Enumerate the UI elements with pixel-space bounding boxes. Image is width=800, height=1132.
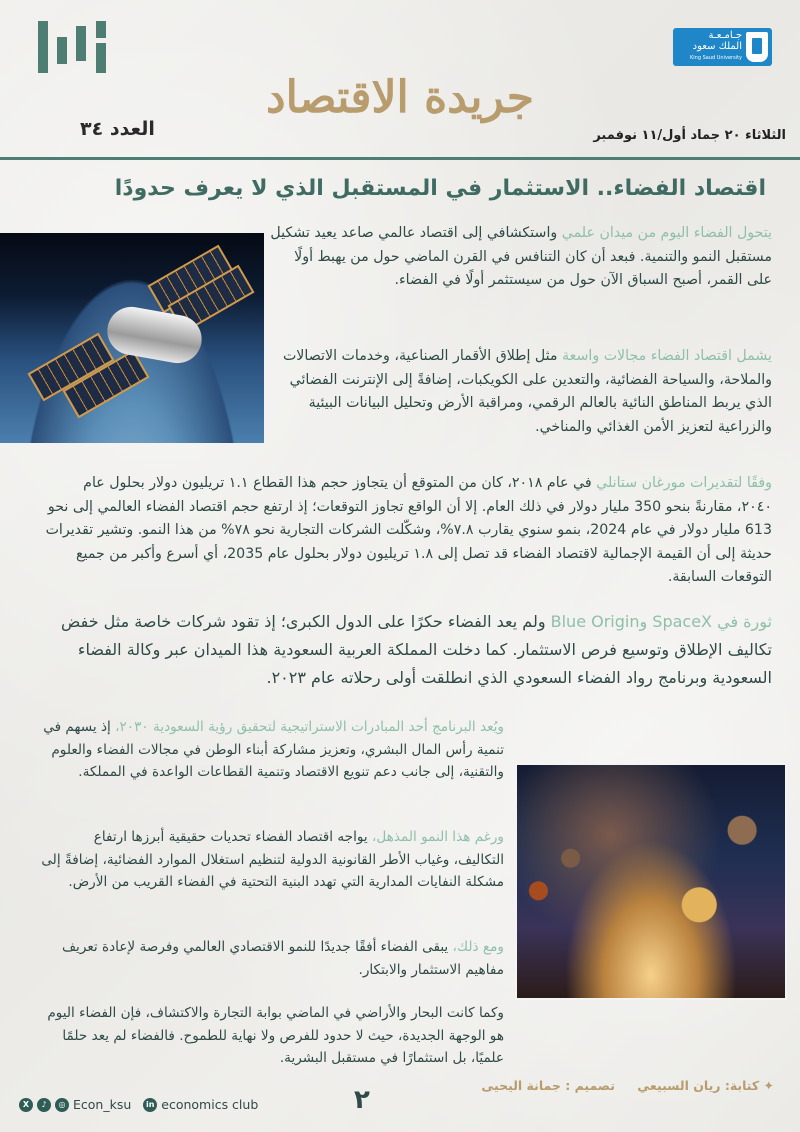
linkedin-icon[interactable]: in (143, 1098, 157, 1112)
paragraph-6 (40, 826, 504, 894)
paragraph-lead: يتحول الفضاء اليوم من ميدان علمي (561, 225, 772, 241)
tiktok-icon[interactable]: ♪ (37, 1098, 51, 1112)
masthead-title: جريدة الاقتصاد (266, 72, 534, 123)
paragraph-8 (40, 1002, 504, 1070)
paragraph-text: إذ يسهم في تنمية رأس المال البشري، وتعزيز مشاركة أبناء الوطن في مجالات الفضاء والعلوم والتقنية، إلى جانب دعم تنويع الاقتصاد وتنمية القطاعات الواعدة في المملكة. (43, 719, 504, 780)
paragraph-text: واستكشافي إلى اقتصاد عالمي صاعد يعيد تشكيل مستقبل النمو والتنمية. فبعد أن كان التنافس في القرن الماضي حول من يهبط أولًا على القمر، أصبح السباق الآن حول من سيستثمر أولًا في الفضاء. (270, 225, 772, 288)
paragraph-lead: ويُعد البرنامج أحد المبادرات الاستراتيجية لتحقيق رؤية السعودية ٢٠٣٠، (115, 719, 504, 735)
paragraph-1 (268, 222, 772, 293)
paragraph-text: وكما كانت البحار والأراضي في الماضي بوابة التجارة والاكتشاف، فإن الفضاء اليوم هو الوجهة الجديدة، حيث لا حدود للفرص ولا نهاية للطموح. فالفضاء لم يعد حلمًا علميًا، بل استثمارًا في مستقبل البشرية. (47, 1005, 504, 1066)
paragraph-lead: يشمل اقتصاد الفضاء مجالات واسعة (562, 348, 772, 364)
page-number: ٢ (354, 1085, 370, 1115)
paragraph-2 (268, 345, 772, 439)
paragraph-text: في عام ٢٠١٨، كان من المتوقع أن يتجاوز حجم هذا القطاع ١.١ تريليون دولار بحلول عام ٢٠٤٠، مقارنةً بنحو 350 مليار دولار في ذلك العام. إلا أن الواقع تجاوز التوقعات؛ إذ ارتفع حجم اقتصاد الفضاء العالمي إلى نحو 613 مليار دولار في عام 2024، بنمو سنوي يقارب ٧.٨%، وشكّلت الشركات التجارية نحو ٧٨% من هذا النمو. وتشير تقديرات حديثة إلى أن القيمة الإجمالية لاقتصاد الفضاء قد تصل إلى ١.٨ تريليون دولار بحلول عام 2035، أي أسرع وأكبر من جميع التوقعات السابقة. (45, 475, 772, 585)
writer-credit: ✦ كتابة: ريان السبيعي (637, 1078, 774, 1093)
x-icon[interactable]: X (19, 1098, 33, 1112)
paragraph-text: يبقى الفضاء أفقًا جديدًا للنمو الاقتصادي العالمي وفرصة لإعادة تعريف مفاهيم الاستثمار والابتكار. (61, 939, 504, 978)
ksu-logo-ar1: جـامـعـة (708, 30, 742, 41)
article-title: اقتصاد الفضاء.. الاستثمار في المستقبل الذي لا يعرف حدودًا (114, 176, 766, 201)
ksu-logo-en: King Saud University (690, 55, 742, 61)
paragraph-5 (40, 716, 504, 784)
ksu-emblem-icon (746, 32, 768, 62)
paragraph-7 (40, 936, 504, 981)
paragraph-3 (44, 472, 772, 590)
issue-date: الثلاثاء ٢٠ جماد أول/١١ نوفمبر (593, 128, 786, 143)
issue-number: العدد ٣٤ (80, 118, 155, 140)
paragraph-4 (40, 608, 772, 692)
paragraph-lead: ومع ذلك، (452, 939, 504, 955)
header-divider (0, 157, 800, 160)
linkedin-name[interactable]: economics club (161, 1097, 259, 1112)
paragraph-text: مثل إطلاق الأقمار الصناعية، وخدمات الاتصالات والملاحة، والسياحة الفضائية، والتعدين على الكويكبات، إضافةً إلى الإنترنت الفضائي الذي يربط المناطق النائية بالعالم الرقمي، ومراقبة الأرض وتحليل البيانات البيئية والزراعية لتعزيز الأمن الغذائي والمناخي. (282, 348, 772, 435)
satellite-image (0, 233, 264, 443)
designer-credit: تصميم : جمانة اليحيى (481, 1078, 615, 1093)
ksu-logo-ar2: الملك سعود (692, 41, 742, 52)
ksu-logo (673, 28, 772, 66)
social-links (19, 1097, 258, 1112)
credits (463, 1078, 774, 1093)
paragraph-text: يواجه اقتصاد الفضاء تحديات حقيقية أبرزها ارتفاع التكاليف، وغياب الأطر القانونية الدولية لتنظيم استغلال الموارد الفضائية، إضافةً إلى مشكلة النفايات المدارية التي تهدد البنية التحتية في الفضاء القريب من الأرض. (41, 829, 504, 890)
book-planets-image (515, 763, 787, 1000)
instagram-icon[interactable]: ◎ (55, 1098, 69, 1112)
paragraph-lead: ثورة في SpaceX وBlue Origin (550, 612, 772, 631)
paragraph-lead: وفقًا لتقديرات مورغان ستانلي (596, 475, 772, 491)
paragraph-text: ولم يعد الفضاء حكرًا على الدول الكبرى؛ إذ تقود شركات خاصة مثل خفض تكاليف الإطلاق وتوسيع فرص الاستثمار. كما دخلت المملكة العربية السعودية هذا الميدان عبر وكالة الفضاء السعودية وبرنامج رواد الفضاء السعودي الذي انطلقت أولى رحلاته عام ٢٠٢٣. (61, 612, 772, 687)
club-logo (38, 21, 106, 73)
paragraph-lead: ورغم هذا النمو المذهل، (372, 829, 504, 845)
social-handle[interactable]: Econ_ksu (73, 1097, 132, 1112)
